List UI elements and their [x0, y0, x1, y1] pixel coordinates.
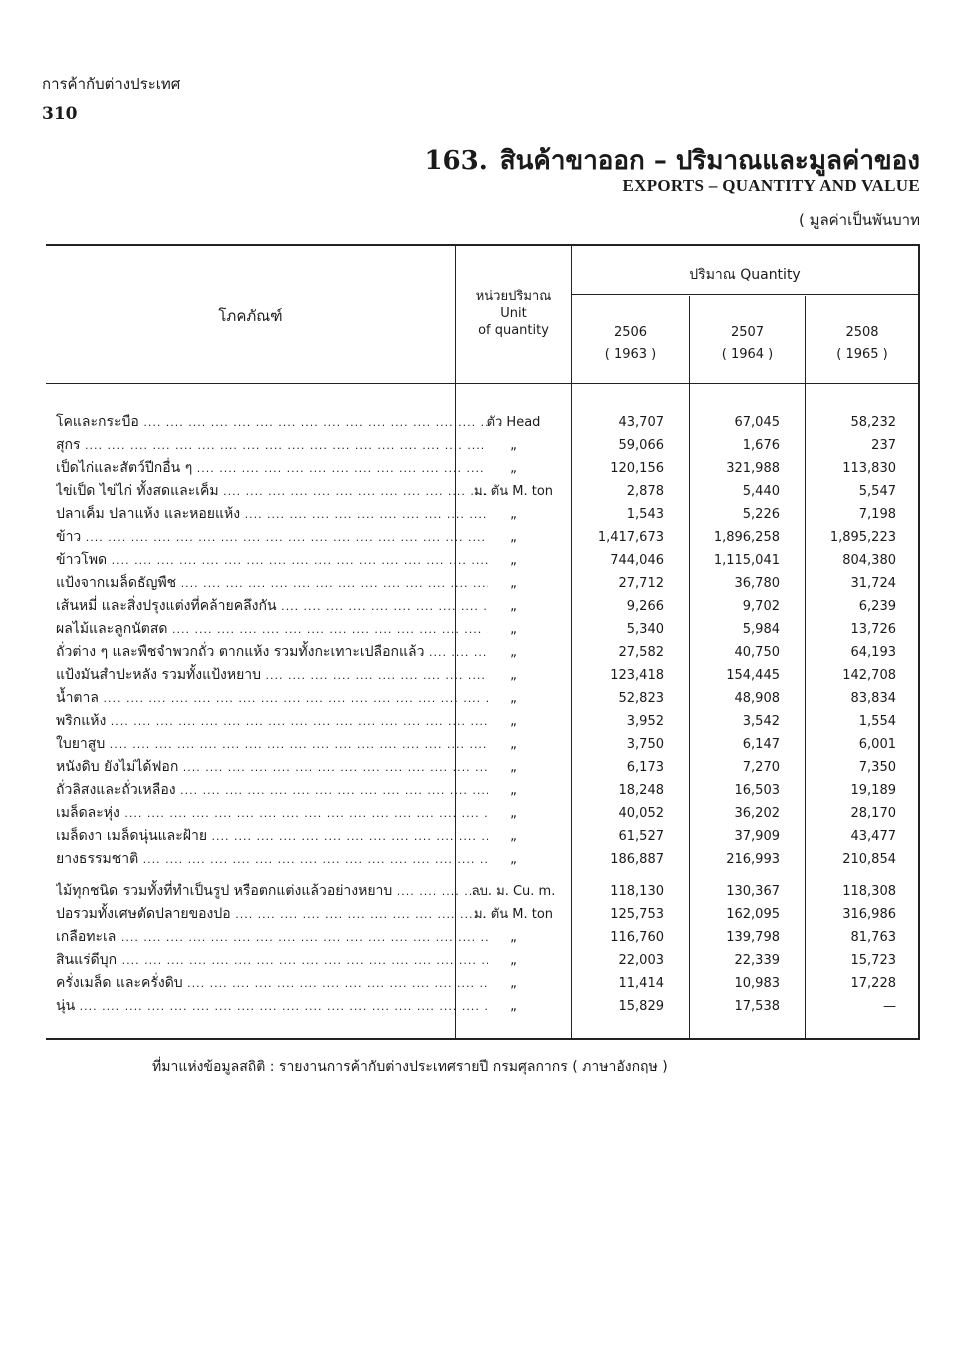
table-row: [46, 710, 918, 733]
year-be: 2506: [613, 325, 648, 340]
unit-of-quantity: „: [510, 806, 517, 821]
table-row: [46, 733, 918, 756]
header-unit-en2: of quantity: [478, 323, 549, 338]
commodity-name: เกลือทะเล ....: [56, 926, 488, 949]
quantity-value-2: 154,445: [726, 668, 780, 683]
unit-of-quantity: „: [510, 999, 517, 1014]
commodity-name: ถั่วต่าง ๆ และพืชจำพวกถั่ว ตากแห้ง รวมทั้งกะเทาะเปลือกแล้ว ....: [56, 641, 488, 664]
quantity-value-1: 59,066: [618, 438, 664, 453]
quantity-value-2: 22,339: [734, 953, 780, 968]
table-row: [46, 687, 918, 710]
header-year-1: [572, 322, 689, 366]
commodity-name: เมล็ดละหุ่ง ....: [56, 802, 488, 825]
quantity-value-2: 5,440: [742, 484, 780, 499]
quantity-value-3: 6,001: [858, 737, 896, 752]
header-quantity: ปริมาณ Quantity: [689, 267, 801, 283]
header-unit-en1: Unit: [500, 306, 527, 321]
commodity-name: แป้งมันสำปะหลัง รวมทั้งแป้งหยาบ ....: [56, 664, 488, 687]
table-row: [46, 503, 918, 526]
quantity-value-2: 6,147: [742, 737, 780, 752]
table-row: [46, 411, 918, 434]
quantity-value-3: 13,726: [850, 622, 896, 637]
commodity-name: สุกร ....: [56, 434, 488, 457]
commodity-name: น้ำตาล ....: [56, 687, 488, 710]
commodity-name: หนังดิบ ยังไม่ได้ฟอก ....: [56, 756, 488, 779]
unit-of-quantity: „: [510, 622, 517, 637]
quantity-value-3: 17,228: [850, 976, 896, 991]
table-row: [46, 848, 918, 871]
unit-of-quantity: „: [510, 953, 517, 968]
quantity-value-3: 118,308: [842, 884, 896, 899]
quantity-value-1: 40,052: [618, 806, 664, 821]
unit-of-quantity: „: [510, 760, 517, 775]
table-vline-5: [918, 245, 920, 1038]
quantity-value-2: 10,983: [734, 976, 780, 991]
quantity-value-1: 2,878: [626, 484, 664, 499]
table-row: [46, 457, 918, 480]
quantity-value-1: 6,173: [626, 760, 664, 775]
header-unit: [456, 288, 571, 339]
quantity-value-1: 3,750: [626, 737, 664, 752]
quantity-value-2: 17,538: [734, 999, 780, 1014]
unit-of-quantity: ตัว Head: [486, 415, 541, 430]
quantity-value-3: 81,763: [850, 930, 896, 945]
quantity-value-1: 27,582: [618, 645, 664, 660]
unit-of-quantity: „: [510, 714, 517, 729]
table-row: [46, 972, 918, 995]
quantity-value-1: 1,543: [626, 507, 664, 522]
quantity-value-1: 61,527: [618, 829, 664, 844]
quantity-value-1: 125,753: [610, 907, 664, 922]
quantity-value-1: 123,418: [610, 668, 664, 683]
header-year-3: [806, 322, 918, 366]
quantity-value-1: 3,952: [626, 714, 664, 729]
table-row: [46, 926, 918, 949]
unit-of-quantity: „: [510, 668, 517, 683]
quantity-value-3: 7,350: [858, 760, 896, 775]
quantity-value-1: 15,829: [618, 999, 664, 1014]
quantity-value-3: 237: [871, 438, 896, 453]
commodity-name: ยางธรรมชาติ ....: [56, 848, 488, 871]
unit-of-quantity: „: [510, 783, 517, 798]
unit-of-quantity: „: [510, 599, 517, 614]
year-ce: ( 1965 ): [836, 347, 888, 362]
quantity-value-2: 7,270: [742, 760, 780, 775]
unit-of-quantity: „: [510, 438, 517, 453]
quantity-value-2: 9,702: [742, 599, 780, 614]
quantity-value-2: 40,750: [734, 645, 780, 660]
unit-of-quantity: „: [510, 852, 517, 867]
unit-of-quantity: ม. ตัน M. ton: [473, 484, 554, 499]
quantity-value-3: 19,189: [850, 783, 896, 798]
table-row: [46, 995, 918, 1018]
commodity-name: ข้าว ....: [56, 526, 488, 549]
year-ce: ( 1963 ): [604, 347, 657, 362]
quantity-value-1: 18,248: [618, 783, 664, 798]
quantity-value-1: 5,340: [626, 622, 664, 637]
commodity-name: สินแร่ดีบุก ....: [56, 949, 488, 972]
quantity-value-2: 37,909: [734, 829, 780, 844]
unit-of-quantity: „: [510, 461, 517, 476]
commodity-name: โคและกระบือ ....: [56, 411, 488, 434]
quantity-value-1: 9,266: [626, 599, 664, 614]
quantity-value-1: 11,414: [618, 976, 664, 991]
quantity-value-3: 804,380: [842, 553, 896, 568]
table-row: [46, 641, 918, 664]
unit-of-quantity: ม. ตัน M. ton: [473, 907, 554, 922]
page-number: 310: [42, 104, 78, 124]
commodity-name: แป้งจากเมล็ดธัญพืช ....: [56, 572, 488, 595]
quantity-value-2: 16,503: [734, 783, 780, 798]
table-row: [46, 779, 918, 802]
quantity-value-2: 321,988: [726, 461, 780, 476]
table-row: [46, 880, 918, 903]
quantity-value-1: 120,156: [610, 461, 664, 476]
quantity-value-3: 43,477: [850, 829, 896, 844]
running-head: การค้ากับต่างประเทศ: [42, 75, 181, 93]
quantity-value-3: 1,554: [858, 714, 896, 729]
quantity-value-3: 1,895,223: [829, 530, 896, 545]
quantity-value-1: 186,887: [610, 852, 664, 867]
commodity-name: ไม้ทุกชนิด รวมทั้งที่ทำเป็นรูป หรือตกแต่งแล้วอย่างหยาบ ....: [56, 880, 488, 903]
commodity-name: ปลาเค็ม ปลาแห้ง และหอยแห้ง ....: [56, 503, 488, 526]
year-be: 2507: [730, 325, 765, 340]
title-thai-text: สินค้าขาออก – ปริมาณและมูลค่าของ: [499, 146, 920, 176]
unit-of-quantity: „: [510, 691, 517, 706]
header-unit-thai: หน่วยปริมาณ: [475, 289, 552, 304]
quantity-value-1: 43,707: [618, 415, 664, 430]
header-year-2: [690, 322, 805, 366]
quantity-value-3: 142,708: [842, 668, 896, 683]
table-row: [46, 825, 918, 848]
commodity-name: ไข่เป็ด ไข่ไก่ ทั้งสดและเค็ม ....: [56, 480, 488, 503]
table-rule-top: [46, 244, 920, 246]
unit-of-quantity: „: [510, 645, 517, 660]
commodity-name: ถั่วลิสงและถั่วเหลือง ....: [56, 779, 488, 802]
table-row: [46, 618, 918, 641]
quantity-value-2: 139,798: [726, 930, 780, 945]
quantity-value-2: 67,045: [734, 415, 780, 430]
quantity-value-1: 118,130: [610, 884, 664, 899]
quantity-value-2: 48,908: [734, 691, 780, 706]
commodity-name: ครั่งเมล็ด และครั่งดิบ ....: [56, 972, 488, 995]
table-number: 163.: [424, 146, 488, 176]
table-row: [46, 572, 918, 595]
quantity-value-3: 58,232: [850, 415, 896, 430]
table-row: [46, 549, 918, 572]
unit-note: ( มูลค่าเป็นพันบาท: [798, 211, 920, 229]
table-row: [46, 756, 918, 779]
quantity-value-1: 27,712: [618, 576, 664, 591]
commodity-name: เส้นหมี่ และสิ่งปรุงแต่งที่คล้ายคลึงกัน ....: [56, 595, 488, 618]
quantity-value-3: 15,723: [850, 953, 896, 968]
quantity-value-3: 64,193: [850, 645, 896, 660]
quantity-value-1: 744,046: [610, 553, 664, 568]
quantity-value-2: 36,780: [734, 576, 780, 591]
unit-of-quantity: ลบ. ม. Cu. m.: [471, 884, 556, 899]
quantity-value-1: 22,003: [618, 953, 664, 968]
quantity-value-3: 316,986: [842, 907, 896, 922]
quantity-value-3: 7,198: [858, 507, 896, 522]
commodity-name: ผลไม้และลูกนัตสด ....: [56, 618, 488, 641]
table-rule-bottom: [46, 1038, 920, 1040]
unit-of-quantity: „: [510, 976, 517, 991]
quantity-value-1: 52,823: [618, 691, 664, 706]
unit-of-quantity: „: [510, 576, 517, 591]
commodity-name: นุ่น ....: [56, 995, 488, 1018]
quantity-value-2: 36,202: [734, 806, 780, 821]
table-row: [46, 595, 918, 618]
commodity-name: เป็ดไก่และสัตว์ปีกอื่น ๆ ....: [56, 457, 488, 480]
quantity-value-3: 31,724: [850, 576, 896, 591]
table-row: [46, 480, 918, 503]
commodity-name: ใบยาสูบ ....: [56, 733, 488, 756]
unit-of-quantity: „: [510, 553, 517, 568]
table-title-english: EXPORTS – QUANTITY AND VALUE: [622, 176, 920, 195]
table-row: [46, 526, 918, 549]
quantity-value-2: 130,367: [726, 884, 780, 899]
quantity-value-2: 1,676: [742, 438, 780, 453]
commodity-name: ข้าวโพด ....: [56, 549, 488, 572]
table-row: [46, 664, 918, 687]
commodity-name: เมล็ดงา เมล็ดนุ่นและฝ้าย ....: [56, 825, 488, 848]
quantity-value-2: 1,896,258: [713, 530, 780, 545]
quantity-value-2: 3,542: [742, 714, 780, 729]
unit-of-quantity: „: [510, 530, 517, 545]
table-rule-quantity: [572, 294, 918, 295]
table-rule-header-bottom: [46, 383, 920, 384]
quantity-value-3: 210,854: [842, 852, 896, 867]
unit-of-quantity: „: [510, 507, 517, 522]
table-row: [46, 949, 918, 972]
quantity-value-2: 5,984: [742, 622, 780, 637]
quantity-value-2: 1,115,041: [713, 553, 780, 568]
table-row: [46, 434, 918, 457]
quantity-value-3: 5,547: [858, 484, 896, 499]
quantity-value-2: 216,993: [726, 852, 780, 867]
table-row: [46, 903, 918, 926]
unit-of-quantity: „: [510, 737, 517, 752]
quantity-value-3: 28,170: [850, 806, 896, 821]
table-row: [46, 802, 918, 825]
unit-of-quantity: „: [510, 930, 517, 945]
quantity-value-3: 6,239: [858, 599, 896, 614]
quantity-value-1: 116,760: [610, 930, 664, 945]
source-note: ที่มาแห่งข้อมูลสถิติ : รายงานการค้ากับต่างประเทศรายปี กรมศุลกากร ( ภาษาอังกฤษ ): [152, 1059, 668, 1075]
quantity-value-3: 113,830: [842, 461, 896, 476]
commodity-name: พริกแห้ง ....: [56, 710, 488, 733]
quantity-value-3: —: [883, 999, 896, 1014]
commodity-name: ปอรวมทั้งเศษตัดปลายของปอ ....: [56, 903, 488, 926]
table-title-thai: [424, 140, 920, 181]
quantity-value-2: 5,226: [742, 507, 780, 522]
quantity-value-1: 1,417,673: [597, 530, 664, 545]
year-be: 2508: [845, 325, 879, 340]
year-ce: ( 1964 ): [721, 347, 774, 362]
quantity-value-2: 162,095: [726, 907, 780, 922]
unit-of-quantity: „: [510, 829, 517, 844]
quantity-value-3: 83,834: [850, 691, 896, 706]
header-commodity: โภคภัณฑ์: [218, 307, 283, 325]
